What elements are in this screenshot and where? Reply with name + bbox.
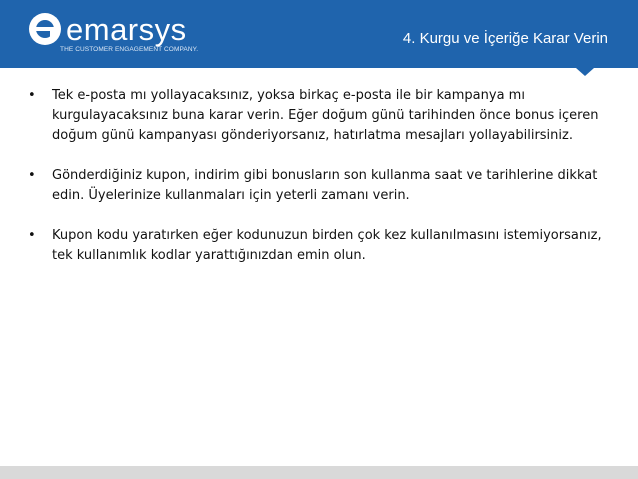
bullet-icon: • [28,168,36,183]
brand-tagline: THE CUSTOMER ENGAGEMENT COMPANY. [60,46,199,53]
header-bar [0,0,638,68]
bullet-icon: • [28,228,36,243]
logo-e-icon [28,12,64,46]
footer-bar [0,466,638,479]
bullet-icon: • [28,88,36,103]
bullet-item [28,226,612,266]
bullet-text: Gönderdiğiniz kupon, indirim gibi bonusların son kullanma saat ve tarihlerine dikkat edin. Üyelerinize kullanmaları için yeterli zamanı verin. [52,168,598,203]
bullet-item [28,86,612,146]
brand-name: emarsys [66,12,187,47]
header-notch [576,68,594,76]
emarsys-logo [28,12,199,56]
bullet-text: Kupon kodu yaratırken eğer kodunuzun birden çok kez kullanılmasını istemiyorsanız, tek kullanımlık kodlar yarattığınızdan emin olun. [52,228,602,263]
slide-title: 4. Kurgu ve İçeriğe Karar Verin [402,30,608,47]
bullet-text: Tek e-posta mı yollayacaksınız, yoksa birkaç e-posta ile bir kampanya mı kurgulayacaksınız buna karar verin. Eğer doğum günü tarihinden önce bonus içeren doğum günü kampanyası gönderiyorsanız, hatırlatma mesajları yollayabilirsiniz. [52,88,599,143]
bullet-item [28,166,612,206]
bullet-list [28,86,612,286]
